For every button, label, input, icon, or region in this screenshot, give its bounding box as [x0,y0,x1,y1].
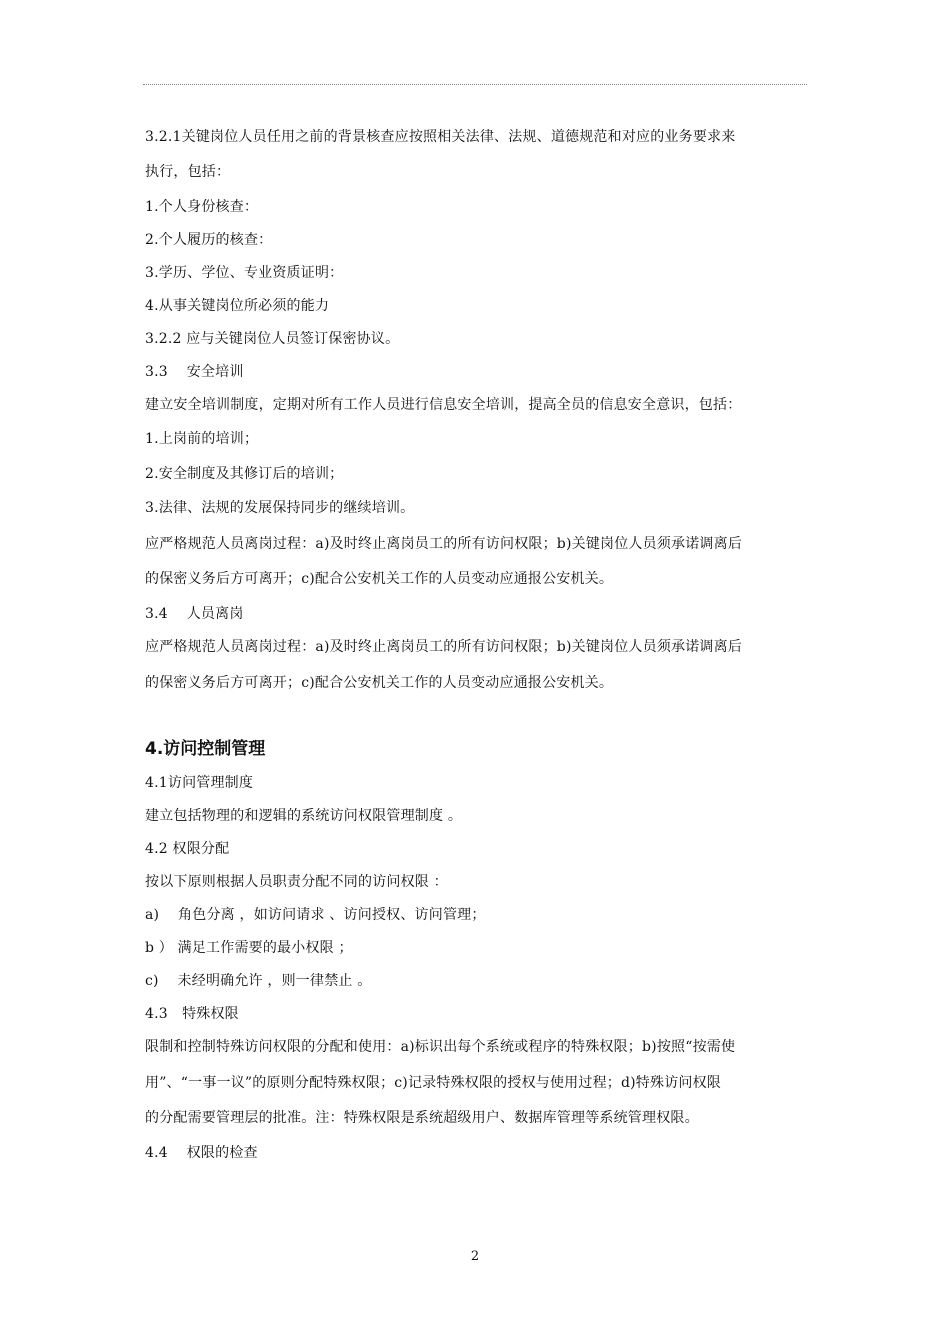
text-line: 用”、“一事一议”的原则分配特殊权限；c)记录特殊权限的授权与使用过程；d)特殊访问权限 [145,1075,721,1091]
text-line: 建立安全培训制度，定期对所有工作人员进行信息安全培训，提高全员的信息安全意识，包括： [145,397,742,413]
list-item: 3.法律、法规的发展保持同步的继续培训。 [145,500,415,516]
section-title: 4.4 权限的检查 [145,1145,258,1161]
text-line: 的分配需要管理层的批准。注：特殊权限是系统超级用户、数据库管理等系统管理权限。 [145,1110,699,1126]
header-rule [143,84,807,85]
section-title: 3.3 安全培训 [145,364,244,380]
chapter-heading: 4.访问控制管理 [145,739,266,759]
section-title: 4.2 权限分配 [145,841,230,857]
text-line: 3.2.2 应与关键岗位人员签订保密协议。 [145,331,400,347]
list-item: 1.个人身份核查： [145,199,259,215]
list-item: c) 未经明确允许 ，则一律禁止 。 [145,973,372,989]
list-item: a) 角色分离 ，如访问请求 、访问授权、访问管理； [145,907,486,923]
list-item: 2.安全制度及其修订后的培训； [145,466,344,482]
page-number: 2 [470,1249,480,1264]
text-line: 建立包括物理的和逻辑的系统访问权限管理制度 。 [145,808,463,824]
text-line: 按以下原则根据人员职责分配不同的访问权限 ： [145,874,448,890]
text-line: 应严格规范人员离岗过程：a)及时终止离岗员工的所有访问权限；b)关键岗位人员须承诺调离后 [145,639,743,655]
list-item: 1.上岗前的培训； [145,431,259,447]
list-item: b ） 满足工作需要的最小权限 ； [145,940,353,956]
text-line: 应严格规范人员离岗过程：a)及时终止离岗员工的所有访问权限；b)关键岗位人员须承诺调离后 [145,536,743,552]
text-line: 的保密义务后方可离开；c)配合公安机关工作的人员变动应通报公安机关。 [145,571,614,587]
list-item: 3.学历、学位、专业资质证明： [145,265,344,281]
text-line: 限制和控制特殊访问权限的分配和使用：a)标识出每个系统或程序的特殊权限；b)按照“按需使 [145,1039,736,1055]
text-line: 执行，包括： [145,164,231,180]
list-item: 2.个人履历的核查： [145,232,273,248]
list-item: 4.从事关键岗位所必须的能力 [145,298,330,314]
section-title: 4.1访问管理制度 [145,775,254,791]
text-line: 的保密义务后方可离开；c)配合公安机关工作的人员变动应通报公安机关。 [145,675,614,691]
section-title: 4.3 特殊权限 [145,1006,239,1022]
section-title: 3.4 人员离岗 [145,606,244,622]
text-line: 3.2.1关键岗位人员任用之前的背景核查应按照相关法律、法规、道德规范和对应的业务要求来 [145,129,736,145]
